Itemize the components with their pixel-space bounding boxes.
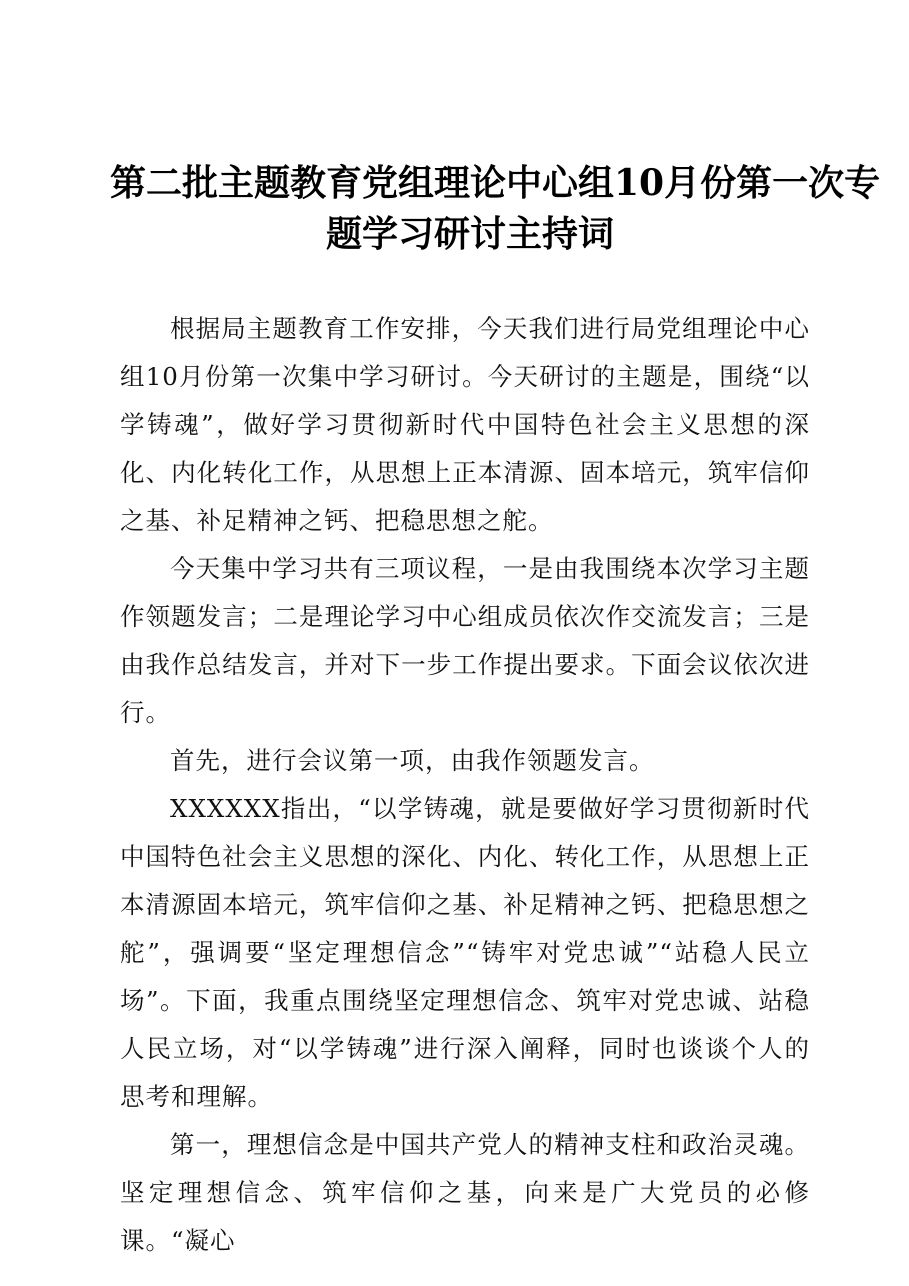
paragraph-first-item: 首先，进行会议第一项，由我作领题发言。	[170, 746, 655, 775]
title-line-2: 题学习研讨主持词	[325, 213, 614, 255]
paragraph-point-one: 第一，理想信念是中国共产党人的精神支柱和政治灵魂。坚定理想信念、筑牢信仰之基，向来是广大党员的必修课。“凝心	[120, 1130, 810, 1255]
document-title	[110, 158, 881, 260]
title-line-1: 第二批主题教育党组理论中心组10月份第一次专	[110, 162, 881, 204]
document-body	[120, 305, 810, 1265]
paragraph-agenda: 今天集中学习共有三项议程，一是由我围绕本次学习主题作领题发言；二是理论学习中心组成员依次作交流发言；三是由我作总结发言，并对下一步工作提出要求。下面会议依次进行。	[120, 554, 810, 727]
paragraph-intro: 根据局主题教育工作安排，今天我们进行局党组理论中心组10月份第一次集中学习研讨。今天研讨的主题是，围绕“以学铸魂”，做好学习贯彻新时代中国特色社会主义思想的深化、内化转化工作，从思想上正本清源、固本培元，筑牢信仰之基、补足精神之钙、把稳思想之舵。	[120, 314, 810, 535]
paragraph-quote: XXXXXX指出，“以学铸魂，就是要做好学习贯彻新时代中国特色社会主义思想的深化、内化、转化工作，从思想上正本清源固本培元，筑牢信仰之基、补足精神之钙、把稳思想之舵”，强调要“坚定理想信念”“铸牢对党忠诚”“站稳人民立场”。下面，我重点围绕坚定理想信念、筑牢对党忠诚、站稳人民立场，对“以学铸魂”进行深入阐释，同时也谈谈个人的思考和理解。	[120, 794, 810, 1111]
